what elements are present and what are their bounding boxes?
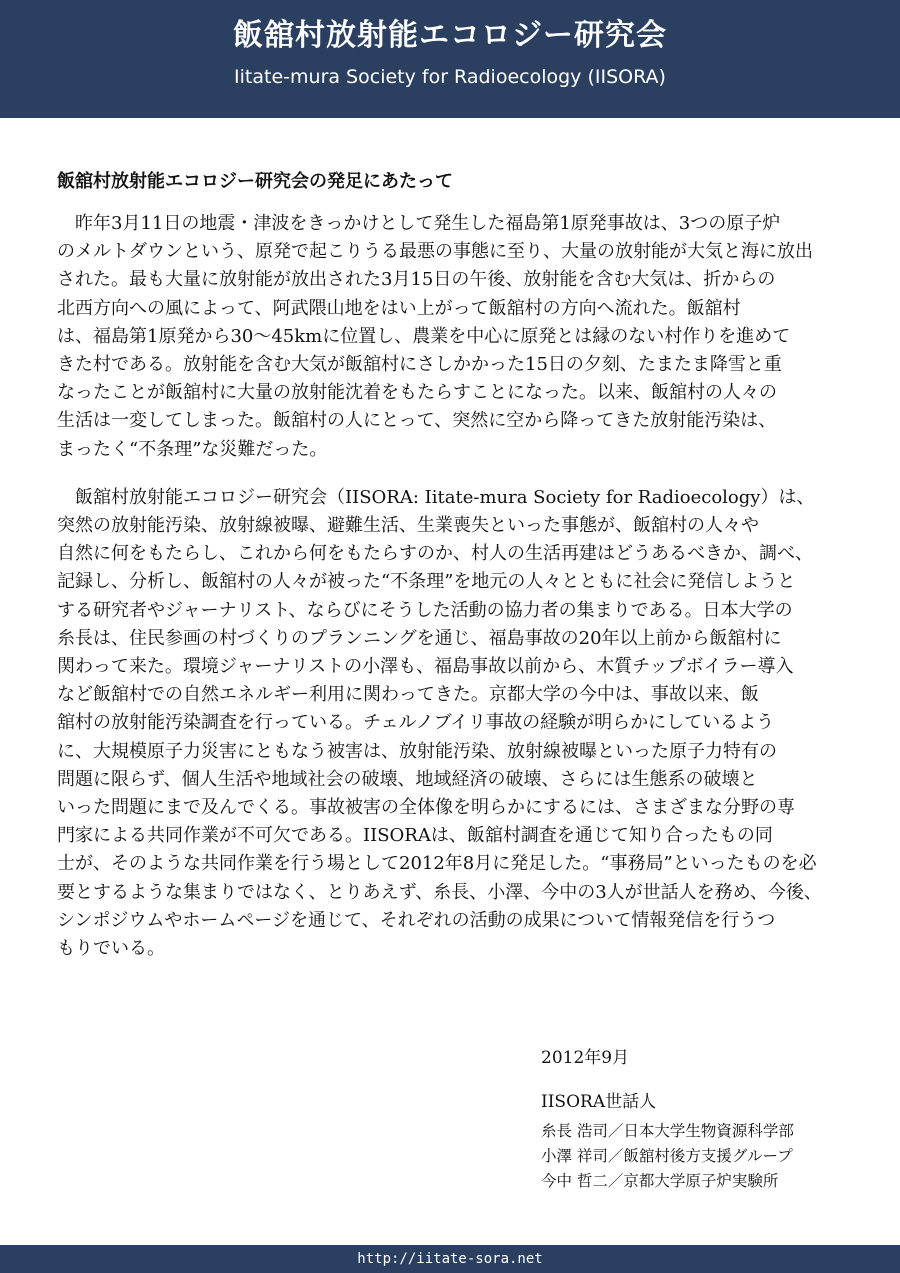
signature-member: 今中 哲二／京都大学原子炉実験所 <box>541 1172 779 1190</box>
signature-date: 2012年9月 <box>541 1048 630 1068</box>
article-paragraph-2: 飯舘村放射能エコロジー研究会（IISORA: Iitate-mura Society for Radioecology）は、 突然の放射能汚染、放射線被曝、避難生活、生業喪失といった事態が、飯舘村の人々や 自然に何をもたらし、これから何をもたらすのか、村人の生活再建はどうあるべきか、調べ、 記録し、分析し、飯舘村の人々が被った“不条理”を地元の人々とともに社会に発信しようと する研究者やジャーナリスト、ならびにそうした活動の協力者の集まりである。日本大学の 糸長は、住民参画の村づくりのプランニングを通じ、福島事故の20年以上前から飯舘村に 関わって来た。環境ジャーナリストの小澤も、福島事故以前から、木質チップボイラー導入 など飯舘村での自然エネルギー利用に関わってきた。京都大学の今中は、事故以来、飯 舘村の放射能汚染調査を行っている。チェルノブイリ事故の経験が明らかにしているよう に、大規模原子力災害にともなう被害は、放射能汚染、放射線被曝といった原子力特有の 問題に限らず、個人生活や地域社会の破壊、地域経済の破壊、さらには生態系の破壊と いった問題にまで及んでくる。事故被害の全体像を明らかにするには、さまざまな分野の専 門家による共同作業が不可欠である。IISORAは、飯舘村調査を通じて知り合ったもの同 士が、そのような共同作業を行う場として2012年8月に発足した。“事務局”といったものを必 要とするような集まりではなく、とりあえず、糸長、小澤、今中の3人が世話人を務め、今後、 シンポジウムやホームページを通じて、それぞれの活動の成果について情報発信を行うつ もりでいる。 <box>57 486 822 960</box>
signature-block <box>541 1045 861 1194</box>
header-banner <box>0 0 900 118</box>
signature-member: 糸長 浩司／日本大学生物資源科学部 <box>541 1122 794 1140</box>
signature-member: 小澤 祥司／飯舘村後方支援グループ <box>541 1147 793 1165</box>
footer-bar <box>0 1245 900 1273</box>
page-subtitle: Iitate-mura Society for Radioecology (IISORA) <box>234 66 666 88</box>
signature-org: IISORA世話人 <box>541 1092 657 1112</box>
page-title: 飯舘村放射能エコロジー研究会 <box>233 18 667 53</box>
article-paragraph-1: 昨年3月11日の地震・津波をきっかけとして発生した福島第1原発事故は、3つの原子炉 のメルトダウンという、原発で起こりうる最悪の事態に至り、大量の放射能が大気と海に放出 された。最も大量に放射能が放出された3月15日の午後、放射能を含む大気は、折からの 北西方向への風によって、阿武隈山地をはい上がって飯舘村の方向へ流れた。飯舘村 は、福島第1原発から30～45kmに位置し、農業を中心に原発とは縁のない村作りを進めて きた村である。放射能を含む大気が飯舘村にさしかかった15日の夕刻、たまたま降雪と重 なったことが飯舘村に大量の放射能沈着をもたらすことになった。以来、飯舘村の人々の 生活は一変してしまった。飯舘村の人にとって、突然に空から降ってきた放射能汚染は、 まったく“不条理”な災難だった。 <box>57 213 813 460</box>
article-heading: 飯舘村放射能エコロジー研究会の発足にあたって <box>57 171 453 192</box>
article-body <box>57 168 843 983</box>
footer-url-link[interactable]: http://iitate-sora.net <box>357 1251 543 1267</box>
